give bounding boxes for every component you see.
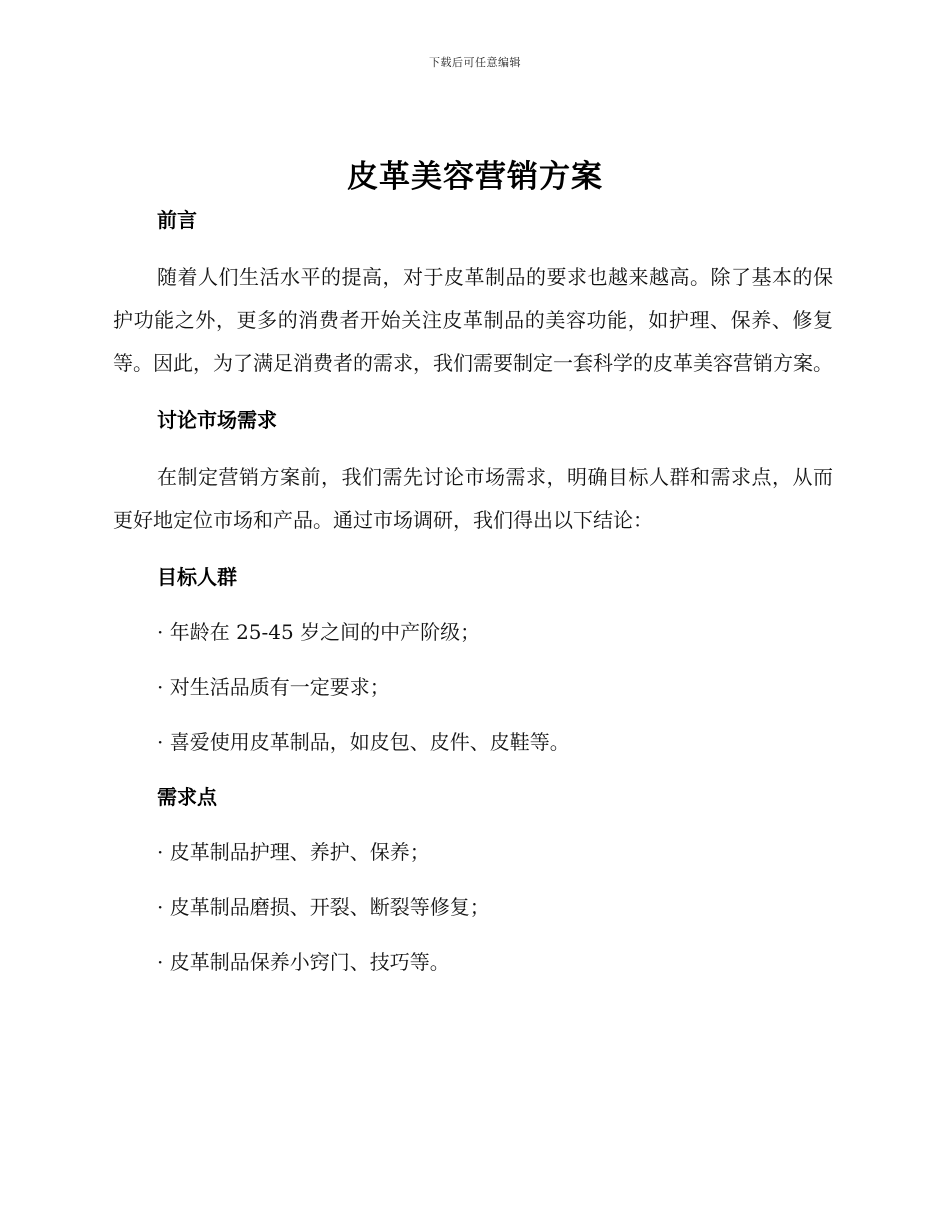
spacer	[113, 647, 833, 672]
target-item: · 对生活品质有一定要求；	[157, 675, 390, 699]
spacer	[113, 757, 833, 782]
spacer	[113, 592, 833, 617]
spacer	[113, 542, 833, 562]
spacer	[113, 435, 833, 456]
spacer	[113, 922, 833, 947]
document-body	[113, 205, 833, 977]
header-note: 下载后可任意编辑	[429, 56, 521, 69]
needs-heading: 需求点	[157, 785, 217, 809]
preface-heading: 前言	[157, 208, 197, 232]
spacer	[113, 385, 833, 405]
market-paragraph: 在制定营销方案前，我们需先讨论市场需求，明确目标人群和需求点，从而更好地定位市场和产品。通过市场调研，我们得出以下结论：	[113, 465, 833, 532]
target-item: · 年龄在 25-45 岁之间的中产阶级；	[157, 620, 481, 644]
document-title: 皮革美容营销方案	[347, 159, 603, 195]
spacer	[113, 867, 833, 892]
needs-item: · 皮革制品护理、养护、保养；	[157, 840, 430, 864]
spacer	[113, 812, 833, 837]
target-item: · 喜爱使用皮革制品，如皮包、皮件、皮鞋等。	[157, 730, 570, 754]
preface-paragraph: 随着人们生活水平的提高，对于皮革制品的要求也越来越高。除了基本的保护功能之外，更多的消费者开始关注皮革制品的美容功能，如护理、保养、修复等。因此，为了满足消费者的需求，我们需要制定一套科学的皮革美容营销方案。	[113, 265, 833, 375]
needs-item: · 皮革制品磨损、开裂、断裂等修复；	[157, 895, 490, 919]
market-heading: 讨论市场需求	[157, 408, 277, 432]
target-heading: 目标人群	[157, 565, 237, 589]
needs-item: · 皮革制品保养小窍门、技巧等。	[157, 950, 450, 974]
spacer	[113, 235, 833, 256]
spacer	[113, 702, 833, 727]
